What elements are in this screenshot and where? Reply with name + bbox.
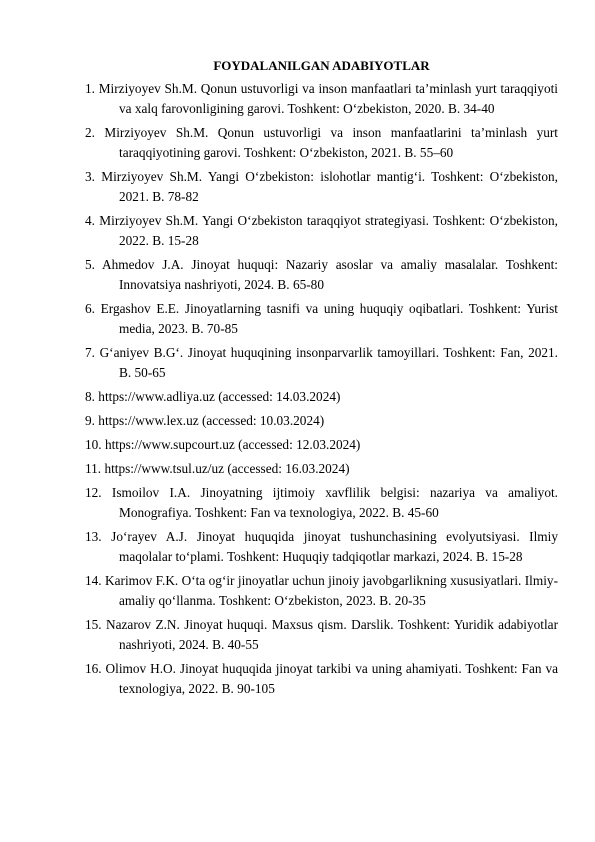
reference-url-item: 8. https://www.adliya.uz (accessed: 14.03.2024): [85, 389, 341, 404]
reference-url-item: 11. https://www.tsul.uz/uz (accessed: 16.03.2024): [85, 461, 350, 476]
reference-item: 3. Mirziyoyev Sh.M. Yangi O‘zbekiston: islohotlar mantig‘i. Toshkent: O‘zbekiston, 2021. B. 78-82: [85, 169, 558, 204]
reference-item: 16. Olimov H.O. Jinoyat huquqida jinoyat tarkibi va uning ahamiyati. Toshkent: Fan va texnologiya, 2022. B. 90-105: [85, 661, 558, 696]
reference-item: 5. Ahmedov J.A. Jinoyat huquqi: Nazariy asoslar va amaliy masalalar. Toshkent: Innovatsiya nashriyoti, 2024. B. 65-80: [85, 257, 558, 292]
reference-item: 12. Ismoilov I.A. Jinoyatning ijtimoiy xavflilik belgisi: nazariya va amaliyot. Monografiya. Toshkent: Fan va texnologiya, 2022. B. 45-60: [85, 485, 558, 520]
reference-url-item: 9. https://www.lex.uz (accessed: 10.03.2024): [85, 413, 325, 428]
reference-item: 7. G‘aniyev B.G‘. Jinoyat huquqining insonparvarlik tamoyillari. Toshkent: Fan, 2021. B. 50-65: [85, 345, 558, 380]
reference-list: [85, 79, 558, 699]
reference-item: 14. Karimov F.K. O‘ta og‘ir jinoyatlar uchun jinoiy javobgarlikning xususiyatlari. Ilmiy-amaliy qo‘llanma. Toshkent: O‘zbekiston, 2023. B. 20-35: [85, 573, 558, 608]
reference-item: 13. Jo‘rayev A.J. Jinoyat huquqida jinoyat tushunchasining evolyutsiyasi. Ilmiy maqolalar to‘plami. Toshkent: Huquqiy tadqiqotlar markazi, 2024. B. 15-28: [85, 529, 558, 564]
reference-item: 2. Mirziyoyev Sh.M. Qonun ustuvorligi va inson manfaatlarini ta’minlash yurt taraqqiyotining garovi. Toshkent: O‘zbekiston, 2021. B. 55–60: [85, 125, 558, 160]
reference-item: 1. Mirziyoyev Sh.M. Qonun ustuvorligi va inson manfaatlari ta’minlash yurt taraqqiyoti va xalq farovonligining garovi. Toshkent: O‘zbekiston, 2020. B. 34-40: [85, 81, 558, 116]
reference-item: 15. Nazarov Z.N. Jinoyat huquqi. Maxsus qism. Darslik. Toshkent: Yuridik adabiyotlar nashriyoti, 2024. B. 40-55: [85, 617, 558, 652]
reference-item: 4. Mirziyoyev Sh.M. Yangi O‘zbekiston taraqqiyot strategiyasi. Toshkent: O‘zbekiston, 2022. B. 15-28: [85, 213, 558, 248]
page-title: FOYDALANILGAN ADABIYOTLAR: [213, 58, 430, 73]
reference-url-item: 10. https://www.supcourt.uz (accessed: 12.03.2024): [85, 437, 361, 452]
reference-item: 6. Ergashov E.E. Jinoyatlarning tasnifi va uning huquqiy oqibatlari. Toshkent: Yurist media, 2023. B. 70-85: [85, 301, 558, 336]
